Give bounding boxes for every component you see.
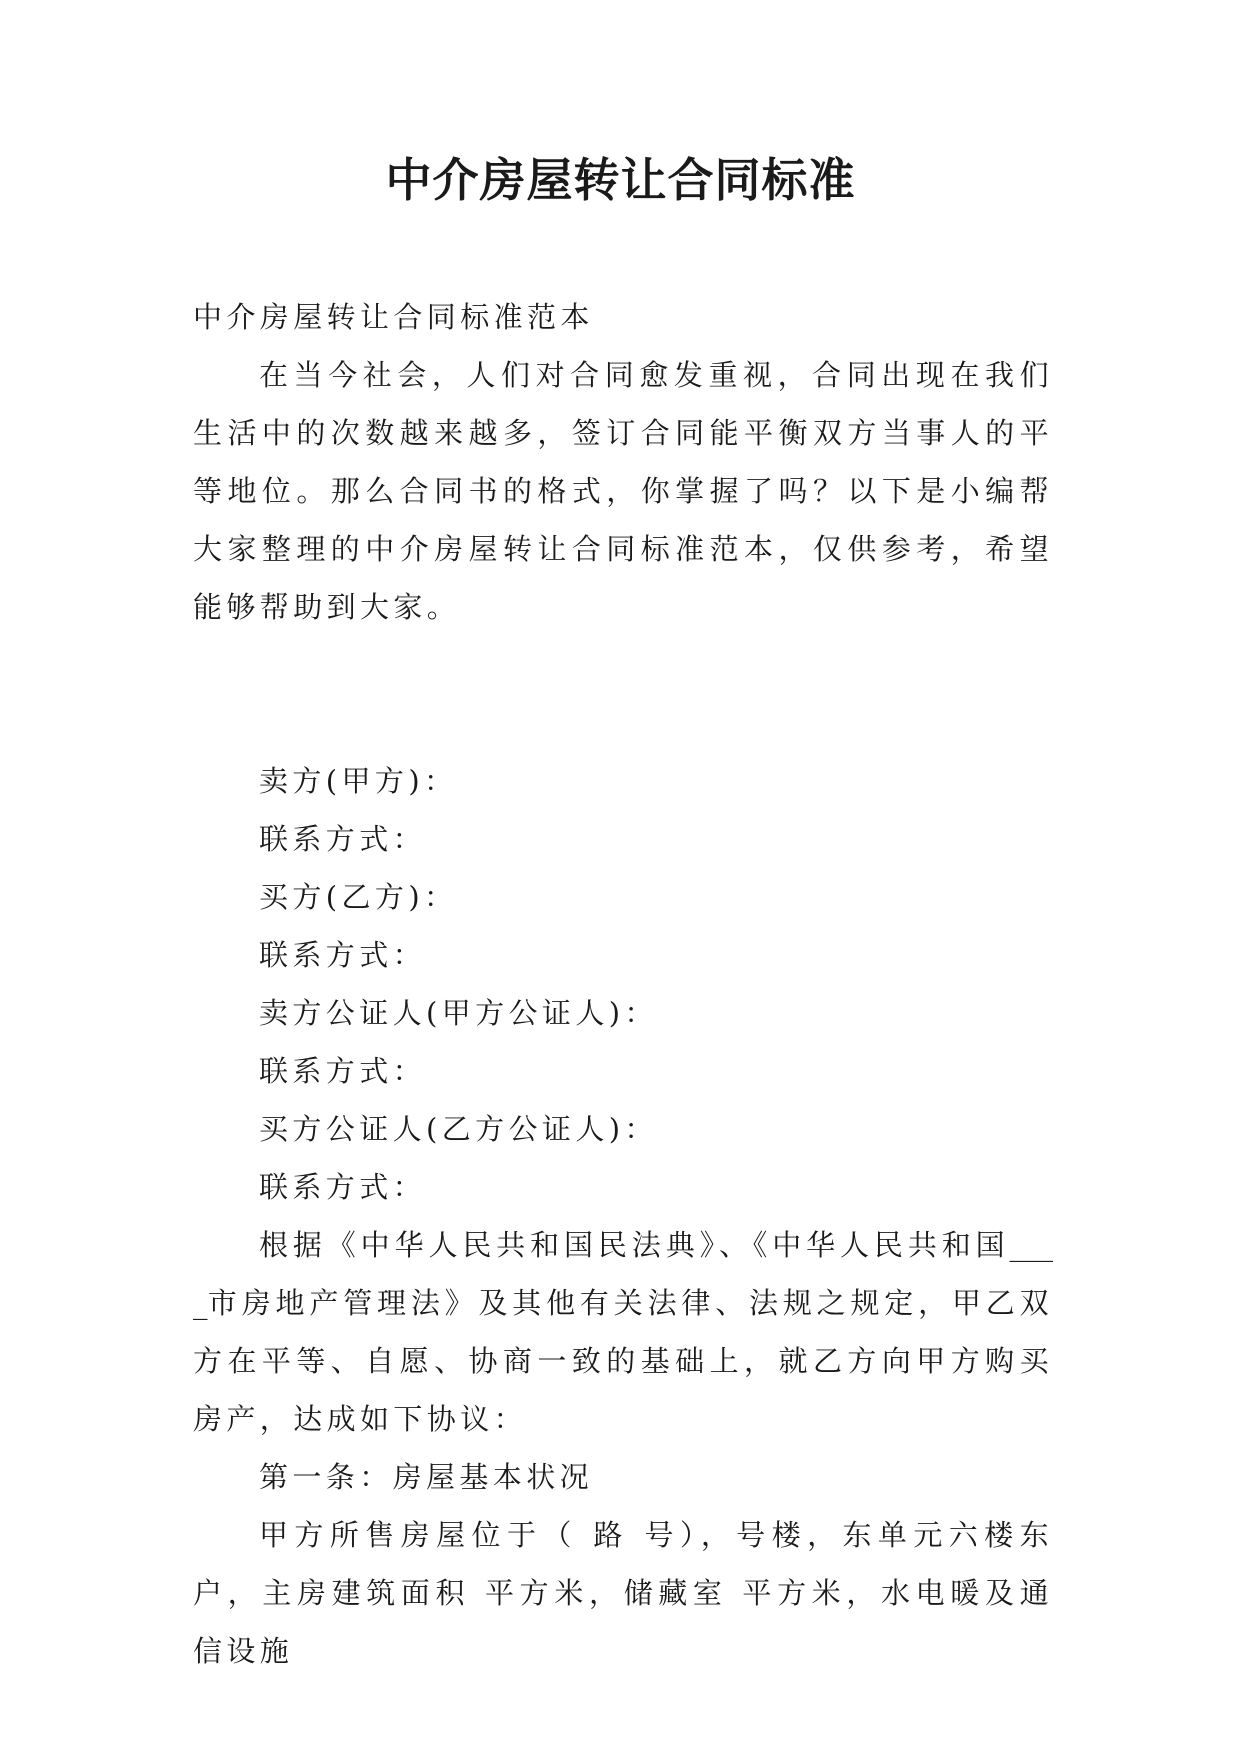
city-blank: ____ <box>193 1228 1053 1320</box>
party-buyer-notary-contact: 联系方式： <box>259 1170 427 1204</box>
party-buyer: 买方(乙方)： <box>259 880 458 914</box>
legal-basis-paragraph <box>193 1216 1053 1448</box>
intro-paragraph: 在当今社会，人们对合同愈发重视，合同出现在我们生活中的次数越来越多，签订合同能平衡双方当事人的平等地位。那么合同书的格式，你掌握了吗？以下是小编帮大家整理的中介房屋转让合同标准范本，仅供参考，希望能够帮助到大家。 <box>193 358 1053 624</box>
paragraph-spacer <box>193 636 1053 752</box>
party-seller-notary-contact: 联系方式： <box>259 1054 427 1088</box>
party-buyer-contact: 联系方式： <box>259 938 427 972</box>
party-seller: 卖方(甲方)： <box>259 764 458 798</box>
party-seller-notary: 卖方公证人(甲方公证人)： <box>259 996 658 1030</box>
party-buyer-notary: 买方公证人(乙方公证人)： <box>259 1112 658 1146</box>
document-body <box>193 288 1053 1680</box>
legal-basis-text-2: 市房地产管理法》及其他有关法律、法规之规定，甲乙双方在平等、自愿、协商一致的基础上，就乙方向甲方购买房产，达成如下协议： <box>193 1286 1053 1436</box>
document-subtitle: 中介房屋转让合同标准范本 <box>193 300 594 334</box>
legal-basis-text-1: 根据《中华人民共和国民法典》、《中华人民共和国 <box>259 1228 1010 1262</box>
article-1-text: 甲方所售房屋位于（ 路 号），号楼，东单元六楼东户，主房建筑面积 平方米，储藏室 平方米，水电暖及通信设施 <box>193 1518 1053 1668</box>
document-title: 中介房屋转让合同标准 <box>385 153 856 207</box>
party-seller-contact: 联系方式： <box>259 822 427 856</box>
article-1-heading: 第一条：房屋基本状况 <box>259 1460 594 1494</box>
